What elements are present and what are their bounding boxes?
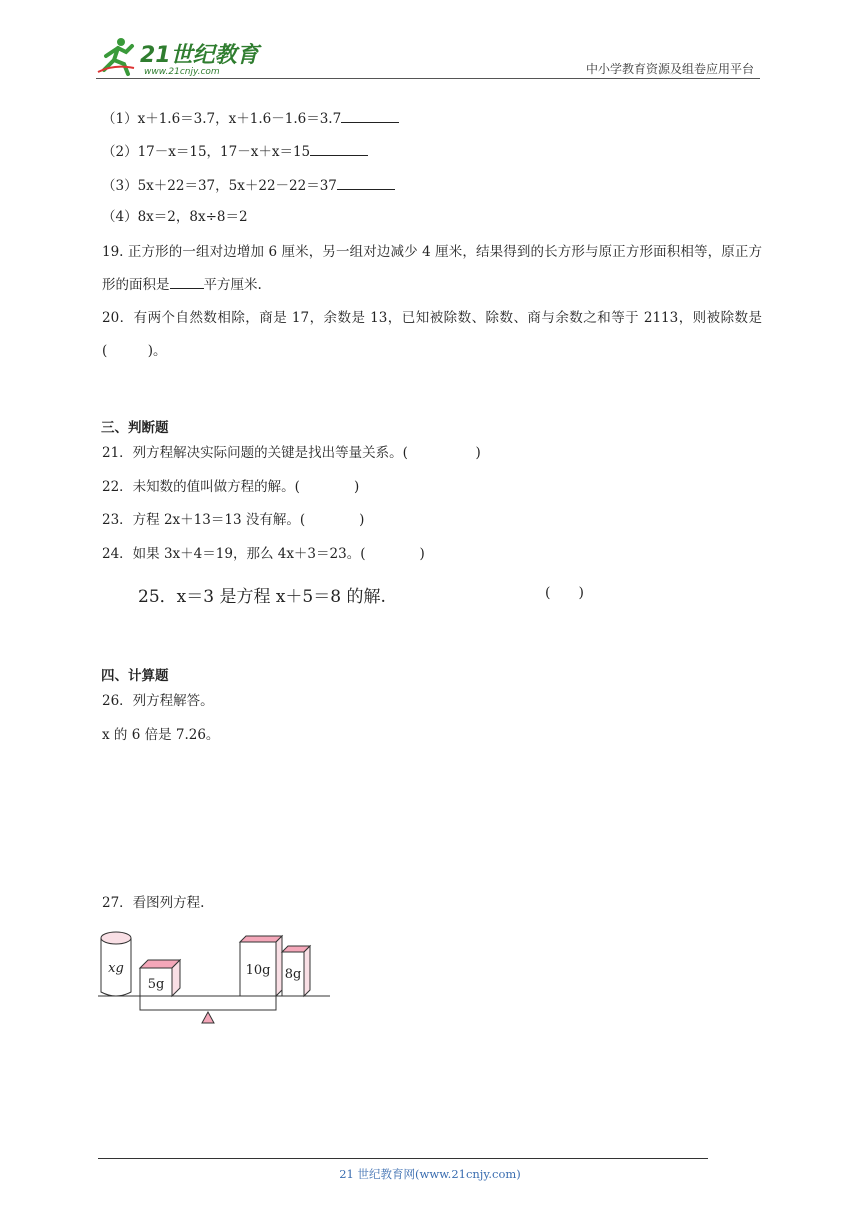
balance-scale-figure [98,926,334,1026]
question-21: 21．列方程解决实际问题的关键是找出等量关系。( ) [102,445,481,461]
answer-blank[interactable] [337,175,395,190]
answer-blank[interactable] [310,141,368,156]
footer-text[interactable]: 21 世纪教育网(www.21cnjy.com) [339,1167,521,1181]
svg-text:8g: 8g [284,967,302,982]
question-22: 22．未知数的值叫做方程的解。( ) [102,479,360,495]
svg-text:5g: 5g [147,977,165,992]
question-20: 20．有两个自然数相除，商是 17，余数是 13，已知被除数、除数、商与余数之和等于 2113，则被除数是( )。 [102,310,762,359]
box-10g [240,936,282,996]
sub-item-3: （3）5x＋22＝37，5x＋22－22＝37 [102,175,395,195]
box-8g [282,946,310,996]
section-judgement-title: 三、判断题 [101,420,169,436]
runner-icon [98,38,134,74]
site-logo [94,34,264,78]
answer-blank[interactable] [170,274,204,289]
question-25: 25．x＝3 是方程 x＋5＝8 的解. ( ) [138,582,386,607]
cylinder-xg [101,932,131,996]
answer-paren[interactable]: ( ) [545,585,584,601]
svg-text:10g: 10g [245,963,271,978]
question-27: 27．看图列方程. [102,895,205,911]
question-24: 24．如果 3x＋4＝19，那么 4x＋3＝23。( ) [102,546,425,562]
sub-item-1: （1）x＋1.6＝3.7，x＋1.6－1.6＝3.7 [102,108,399,128]
question-23: 23．方程 2x＋13＝13 没有解。( ) [102,512,365,528]
section-calculation-title: 四、计算题 [101,668,169,684]
sub-item-4: （4）8x＝2，8x÷8＝2 [102,209,248,225]
answer-blank[interactable] [341,108,399,123]
logo-url: www.21cnjy.com [144,67,220,77]
question-26-sub: x 的 6 倍是 7.26。 [102,727,220,743]
platform-name: 中小学教育资源及组卷应用平台 [585,62,754,76]
header-divider [96,78,760,79]
svg-text:xg: xg [108,961,124,976]
footer-divider [98,1158,708,1159]
box-5g [140,960,180,996]
question-19: 19. 正方形的一组对边增加 6 厘米，另一组对边减少 4 厘米，结果得到的长方形与原正方形面积相等，原正方形的面积是 平方厘米. [102,244,762,293]
fulcrum-icon [202,1012,214,1023]
logo-text: 21世纪教育 [140,43,259,68]
question-26: 26．列方程解答。 [102,693,214,709]
sub-item-2: （2）17－x＝15，17－x＋x＝15 [102,141,368,161]
